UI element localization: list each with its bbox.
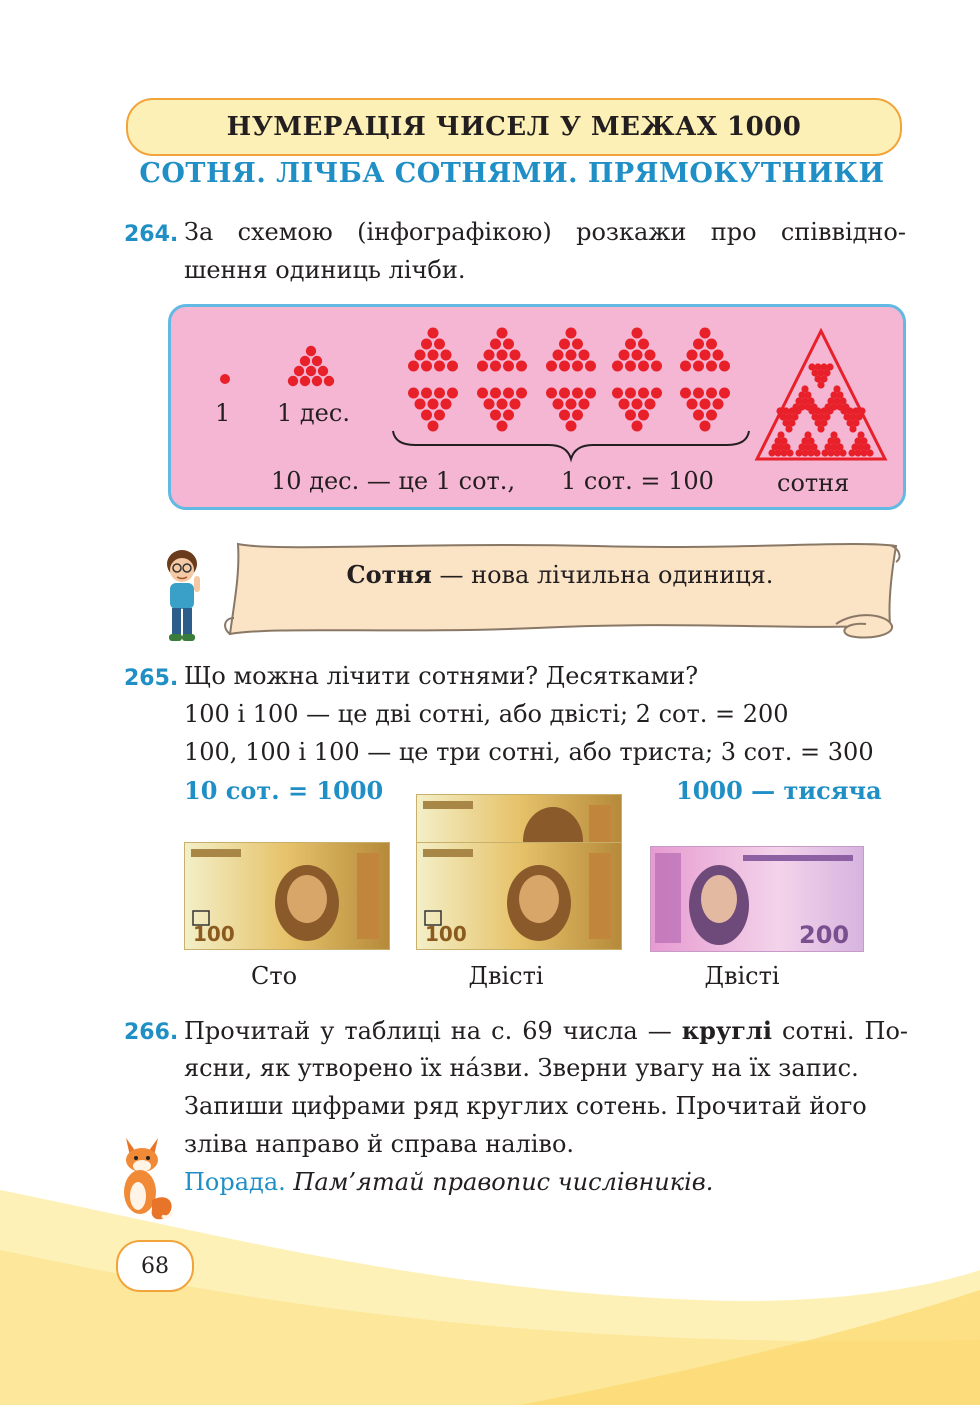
task-266-line-2: ясни, як утворено їх на́зви. Зверни увагу на їх запис.	[184, 1054, 859, 1082]
unit-ten-label: 1 дес.	[277, 399, 350, 427]
hundred-label: сотня	[777, 469, 850, 497]
task-number-264: 264.	[124, 222, 179, 247]
chapter-title: НУМЕРАЦІЯ ЧИСЕЛ У МЕЖАХ 1000	[126, 98, 902, 156]
task-264-line-1: За схемою (інфографікою) розкажи про співвідно-	[184, 218, 906, 246]
thousand-fact: 1000 — тисяча	[676, 776, 882, 805]
banknote-200	[650, 846, 864, 952]
banknote-100-front	[416, 842, 622, 950]
hint-label: Порада.	[184, 1168, 286, 1196]
ten-hundreds-fact: 10 сот. = 1000	[184, 776, 384, 805]
task-266-line-1	[184, 1016, 908, 1045]
tens-to-hundred-text: 10 дес. — це 1 сот.,	[271, 467, 516, 495]
definition-term: Сотня	[346, 560, 432, 589]
banknote-100-single	[184, 842, 390, 950]
task-266-line-1-end: сотні. По-	[771, 1017, 909, 1045]
banknote-100-single-value: 100	[193, 922, 235, 946]
banknote-200-value: 200	[799, 921, 850, 949]
fox-illustration	[116, 1130, 180, 1222]
banknote-100-front-value: 100	[425, 922, 467, 946]
task-265-line-2: 100 і 100 — це дві сотні, або двісті; 2 сот. = 200	[184, 700, 789, 728]
task-266-bold-word: круглі	[681, 1016, 772, 1045]
page-number: 68	[116, 1240, 194, 1292]
counting-units-infographic	[168, 304, 906, 510]
task-264-line-2: шення одиниць лічби.	[184, 256, 466, 284]
scroll-banner	[216, 540, 906, 646]
definition-text	[240, 560, 880, 589]
task-266-line-3: Запиши цифрами ряд круглих сотень. Прочитай його	[184, 1092, 867, 1120]
task-number-266: 266.	[124, 1020, 179, 1045]
task-number-265: 265.	[124, 666, 179, 691]
task-266-line-4: зліва направо й справа наліво.	[184, 1130, 575, 1158]
hint-text: Пам’ятай правопис числівників.	[285, 1168, 714, 1196]
banknote-caption-1: Сто	[250, 962, 298, 990]
task-265-line-3: 100, 100 і 100 — це три сотні, або триста; 3 сот. = 300	[184, 738, 874, 766]
definition-rest: — нова лічильна одиниця.	[431, 561, 774, 589]
task-265-line-1: Що можна лічити сотнями? Десятками?	[184, 662, 699, 690]
banknote-caption-3: Двісті	[704, 962, 780, 990]
hint-line	[184, 1168, 713, 1196]
boy-illustration	[152, 546, 222, 646]
banknote-caption-2: Двісті	[468, 962, 544, 990]
unit-one-label: 1	[215, 399, 231, 427]
lesson-title: СОТНЯ. ЛІЧБА СОТНЯМИ. ПРЯМОКУТНИКИ	[139, 158, 885, 189]
hundred-equation: 1 сот. = 100	[561, 467, 714, 495]
task-266-line-1-start: Прочитай у таблиці на с. 69 числа —	[184, 1017, 682, 1045]
